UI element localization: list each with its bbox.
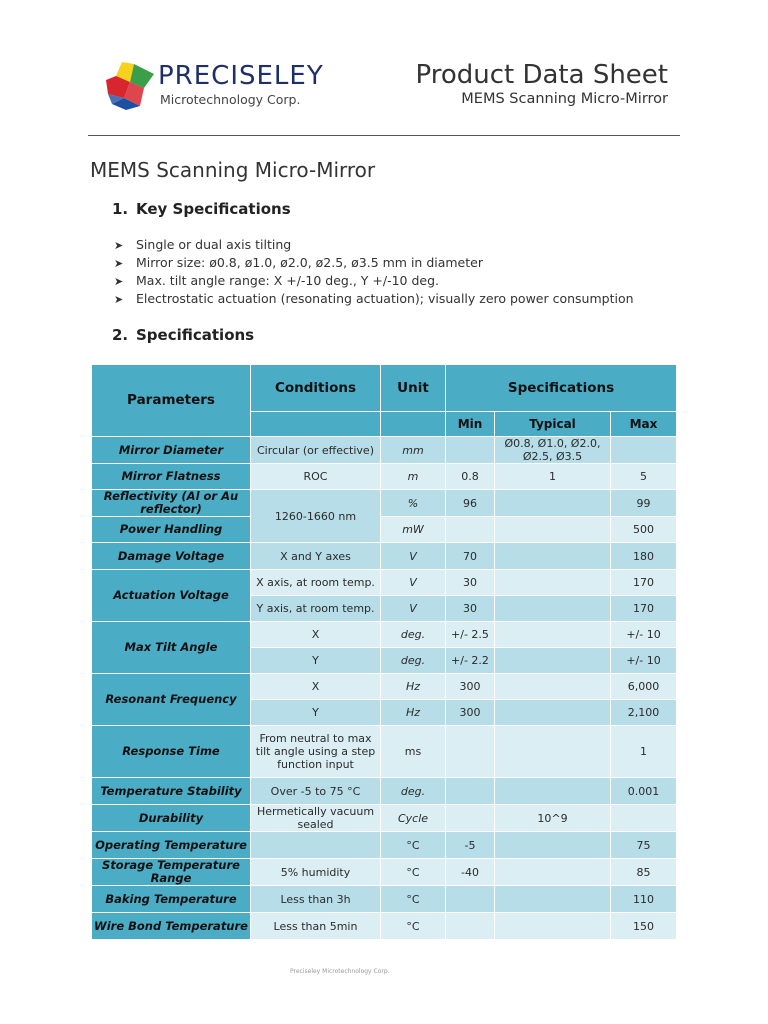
min-cell: +/- 2.5 — [446, 622, 495, 648]
condition-cell: Less than 3h — [251, 886, 381, 913]
typical-cell — [495, 674, 611, 700]
typical-cell — [495, 596, 611, 622]
table-row — [92, 622, 677, 648]
condition-cell: ROC — [251, 464, 381, 490]
typical-cell — [495, 517, 611, 543]
company-logo-icon — [104, 60, 156, 112]
condition-cell: From neutral to max tilt angle using a step function input — [251, 726, 381, 778]
key-specs-list — [114, 236, 634, 308]
table-row — [92, 832, 677, 859]
condition-cell — [251, 832, 381, 859]
table-row — [92, 517, 677, 543]
min-cell: 30 — [446, 596, 495, 622]
unit-cell: deg. — [381, 778, 446, 805]
section-title: Key Specifications — [136, 200, 291, 218]
typical-cell — [495, 648, 611, 674]
brand-name: PRECISELEY — [158, 61, 324, 91]
min-cell: 0.8 — [446, 464, 495, 490]
condition-cell: X and Y axes — [251, 543, 381, 570]
header-max: Max — [611, 412, 677, 437]
typical-cell — [495, 726, 611, 778]
min-cell — [446, 517, 495, 543]
max-cell: 2,100 — [611, 700, 677, 726]
max-cell: 150 — [611, 913, 677, 940]
typical-cell: Ø0.8, Ø1.0, Ø2.0, Ø2.5, Ø3.5 — [495, 437, 611, 464]
param-cell: Mirror Diameter — [92, 437, 251, 464]
table-row — [92, 543, 677, 570]
list-item: ➤ Electrostatic actuation (resonating actuation); visually zero power consumption — [114, 290, 634, 308]
min-cell: +/- 2.2 — [446, 648, 495, 674]
min-cell — [446, 437, 495, 464]
param-cell: Resonant Frequency — [92, 674, 251, 726]
max-cell: +/- 10 — [611, 648, 677, 674]
unit-cell: deg. — [381, 648, 446, 674]
page-title: MEMS Scanning Micro-Mirror — [90, 158, 376, 182]
min-cell: -40 — [446, 859, 495, 886]
min-cell — [446, 913, 495, 940]
section-number: 2. — [112, 326, 129, 344]
condition-cell: Circular (or effective) — [251, 437, 381, 464]
param-cell: Max Tilt Angle — [92, 622, 251, 674]
document-subtitle: MEMS Scanning Micro-Mirror — [461, 91, 668, 107]
unit-cell: °C — [381, 859, 446, 886]
max-cell — [611, 805, 677, 832]
table-row — [92, 570, 677, 596]
min-cell — [446, 886, 495, 913]
section-heading-key-specs — [112, 200, 291, 218]
min-cell — [446, 726, 495, 778]
max-cell: 180 — [611, 543, 677, 570]
table-row — [92, 464, 677, 490]
max-cell: 85 — [611, 859, 677, 886]
min-cell: 70 — [446, 543, 495, 570]
min-cell — [446, 805, 495, 832]
unit-cell: °C — [381, 886, 446, 913]
section-number: 1. — [112, 200, 129, 218]
unit-cell: V — [381, 543, 446, 570]
header-typical: Typical — [495, 412, 611, 437]
unit-cell: Hz — [381, 674, 446, 700]
max-cell — [611, 437, 677, 464]
param-cell: Mirror Flatness — [92, 464, 251, 490]
unit-cell: °C — [381, 832, 446, 859]
param-cell: Actuation Voltage — [92, 570, 251, 622]
condition-cell: Over -5 to 75 °C — [251, 778, 381, 805]
table-row — [92, 913, 677, 940]
page-footer: Preciseley Microtechnology Corp. — [290, 968, 390, 975]
max-cell: 170 — [611, 596, 677, 622]
max-cell: 75 — [611, 832, 677, 859]
section-heading-specifications — [112, 326, 254, 344]
header-conditions: Conditions — [251, 365, 381, 412]
typical-cell — [495, 570, 611, 596]
unit-cell: V — [381, 570, 446, 596]
param-cell: Response Time — [92, 726, 251, 778]
max-cell: 6,000 — [611, 674, 677, 700]
document-title: Product Data Sheet — [415, 60, 668, 90]
max-cell: 500 — [611, 517, 677, 543]
header-specifications: Specifications — [446, 365, 677, 412]
unit-cell: % — [381, 490, 446, 517]
min-cell: 300 — [446, 700, 495, 726]
specifications-table — [91, 364, 677, 940]
condition-cell: 1260-1660 nm — [251, 490, 381, 543]
header-conditions-blank — [251, 412, 381, 437]
unit-cell: Cycle — [381, 805, 446, 832]
param-cell: Temperature Stability — [92, 778, 251, 805]
condition-cell: Hermetically vacuum sealed — [251, 805, 381, 832]
min-cell — [446, 778, 495, 805]
max-cell: 0.001 — [611, 778, 677, 805]
unit-cell: ms — [381, 726, 446, 778]
param-cell: Wire Bond Temperature — [92, 913, 251, 940]
condition-cell: Y — [251, 648, 381, 674]
param-cell: Reflectivity (Al or Au reflector) — [92, 490, 251, 517]
condition-cell: Y — [251, 700, 381, 726]
table-row — [92, 490, 677, 517]
table-row — [92, 778, 677, 805]
unit-cell: V — [381, 596, 446, 622]
min-cell: -5 — [446, 832, 495, 859]
condition-cell: Y axis, at room temp. — [251, 596, 381, 622]
max-cell: 1 — [611, 726, 677, 778]
header-divider — [88, 135, 680, 136]
table-row — [92, 437, 677, 464]
table-row — [92, 674, 677, 700]
arrow-bullet-icon: ➤ — [114, 257, 124, 270]
min-cell: 30 — [446, 570, 495, 596]
param-cell: Operating Temperature — [92, 832, 251, 859]
param-cell: Durability — [92, 805, 251, 832]
max-cell: +/- 10 — [611, 622, 677, 648]
list-item: ➤ Max. tilt angle range: X +/-10 deg., Y +/-10 deg. — [114, 272, 634, 290]
max-cell: 110 — [611, 886, 677, 913]
condition-cell: 5% humidity — [251, 859, 381, 886]
arrow-bullet-icon: ➤ — [114, 275, 124, 288]
param-cell: Damage Voltage — [92, 543, 251, 570]
list-item: ➤ Single or dual axis tilting — [114, 236, 634, 254]
param-cell: Power Handling — [92, 517, 251, 543]
max-cell: 170 — [611, 570, 677, 596]
typical-cell — [495, 490, 611, 517]
typical-cell — [495, 543, 611, 570]
condition-cell: X — [251, 674, 381, 700]
typical-cell — [495, 778, 611, 805]
table-row — [92, 859, 677, 886]
unit-cell: m — [381, 464, 446, 490]
header-min: Min — [446, 412, 495, 437]
max-cell: 5 — [611, 464, 677, 490]
typical-cell: 10^9 — [495, 805, 611, 832]
condition-cell: X — [251, 622, 381, 648]
arrow-bullet-icon: ➤ — [114, 293, 124, 306]
min-cell: 300 — [446, 674, 495, 700]
param-cell: Baking Temperature — [92, 886, 251, 913]
table-row — [92, 886, 677, 913]
header-parameters: Parameters — [92, 365, 251, 437]
typical-cell — [495, 700, 611, 726]
unit-cell: Hz — [381, 700, 446, 726]
min-cell: 96 — [446, 490, 495, 517]
typical-cell — [495, 886, 611, 913]
typical-cell — [495, 913, 611, 940]
table-row — [92, 726, 677, 778]
max-cell: 99 — [611, 490, 677, 517]
unit-cell: mW — [381, 517, 446, 543]
condition-cell: X axis, at room temp. — [251, 570, 381, 596]
unit-cell: °C — [381, 913, 446, 940]
header-unit: Unit — [381, 365, 446, 412]
typical-cell — [495, 832, 611, 859]
typical-cell — [495, 859, 611, 886]
typical-cell — [495, 622, 611, 648]
list-item: ➤ Mirror size: ø0.8, ø1.0, ø2.0, ø2.5, ø3.5 mm in diameter — [114, 254, 634, 272]
brand-subtitle: Microtechnology Corp. — [160, 92, 301, 107]
condition-cell: Less than 5min — [251, 913, 381, 940]
unit-cell: deg. — [381, 622, 446, 648]
header-unit-blank — [381, 412, 446, 437]
typical-cell: 1 — [495, 464, 611, 490]
table-row — [92, 805, 677, 832]
unit-cell: mm — [381, 437, 446, 464]
param-cell: Storage Temperature Range — [92, 859, 251, 886]
section-title: Specifications — [136, 326, 255, 344]
arrow-bullet-icon: ➤ — [114, 239, 124, 252]
